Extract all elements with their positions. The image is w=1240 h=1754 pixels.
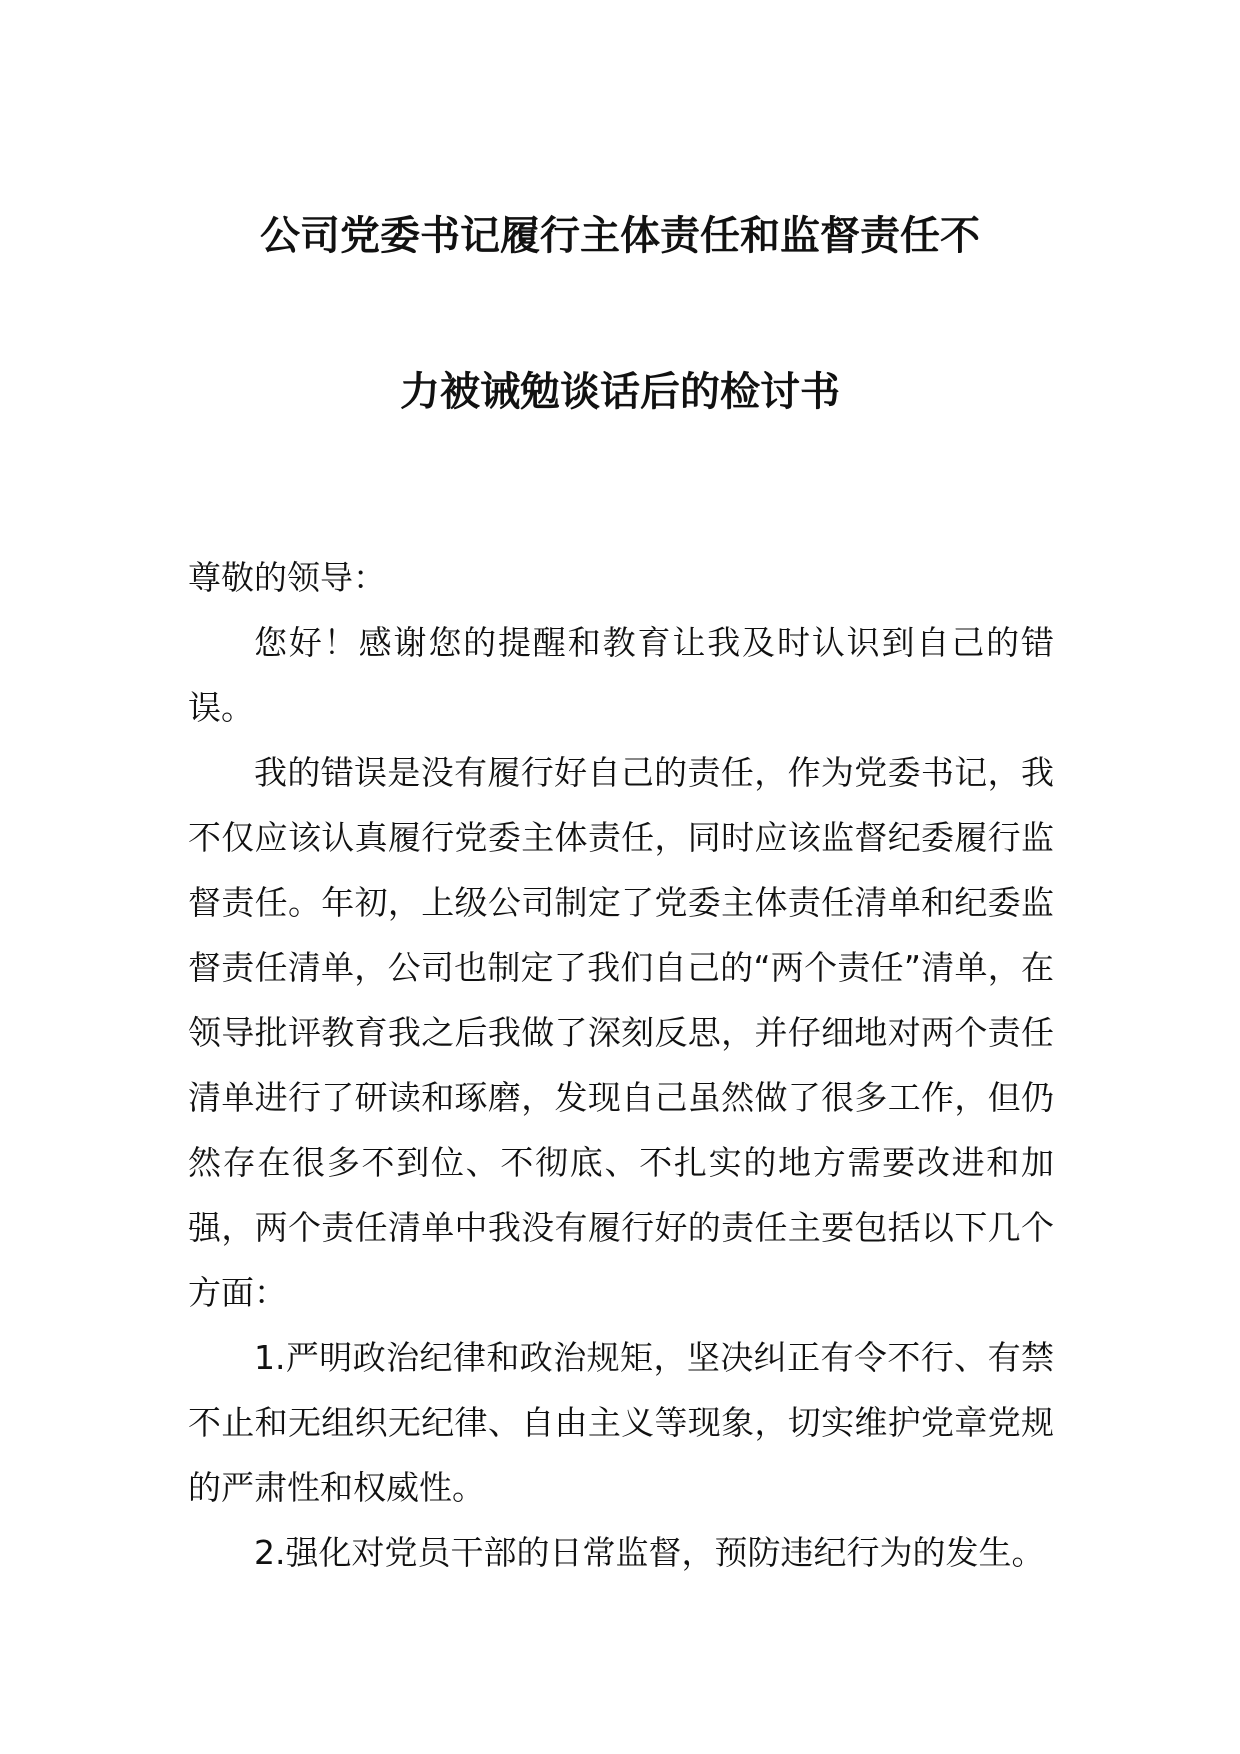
paragraph-greeting: 您好！感谢您的提醒和教育让我及时认识到自己的错误。 [188, 623, 1054, 727]
document-body [188, 545, 1054, 1585]
paragraph-item-2: 2.强化对党员干部的日常监督，预防违纪行为的发生。 [254, 1533, 1045, 1572]
document-title-line-2: 力被诫勉谈话后的检讨书 [400, 369, 840, 415]
salutation: 尊敬的领导： [188, 558, 386, 597]
paragraph-main: 我的错误是没有履行好自己的责任，作为党委书记，我不仅应该认真履行党委主体责任，同时应该监督纪委履行监督责任。年初，上级公司制定了党委主体责任清单和纪委监督责任清单，公司也制定了我们自己的“两个责任”清单，在领导批评教育我之后我做了深刻反思，并仔细地对两个责任清单进行了研读和琢磨，发现自己虽然做了很多工作，但仍然存在很多不到位、不彻底、不扎实的地方需要改进和加强，两个责任清单中我没有履行好的责任主要包括以下几个方面： [188, 753, 1054, 1312]
document-title-line-1: 公司党委书记履行主体责任和监督责任不 [260, 213, 980, 259]
paragraph-item-1: 1.严明政治纪律和政治规矩，坚决纠正有令不行、有禁不止和无组织无纪律、自由主义等现象，切实维护党章党规的严肃性和权威性。 [188, 1338, 1054, 1507]
